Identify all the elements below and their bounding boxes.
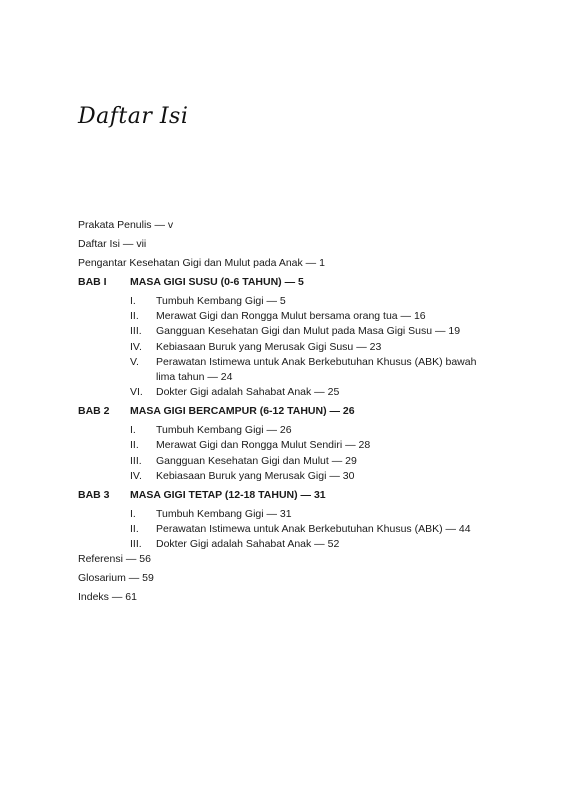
page-title: Daftar Isi — [78, 104, 189, 129]
section-number: I. — [130, 295, 136, 307]
section-title: Dokter Gigi adalah Sahabat Anak — 52 — [156, 538, 340, 550]
chapter-number: BAB 3 — [78, 489, 110, 501]
section-number: II. — [130, 439, 139, 451]
section-title-continued: lima tahun — 24 — [156, 371, 233, 383]
section-title: Dokter Gigi adalah Sahabat Anak — 25 — [156, 386, 340, 398]
section-number: IV. — [130, 470, 142, 482]
toc-entry-prakata[interactable]: Prakata Penulis — v — [78, 219, 174, 231]
chapter-number: BAB 2 — [78, 405, 110, 417]
section-number: II. — [130, 310, 139, 322]
chapter-number: BAB I — [78, 276, 107, 288]
toc-entry-glosarium[interactable]: Glosarium — 59 — [78, 572, 154, 584]
section-number: I. — [130, 508, 136, 520]
toc-entry-pengantar[interactable]: Pengantar Kesehatan Gigi dan Mulut pada Anak — 1 — [78, 257, 325, 269]
section-number: III. — [130, 538, 142, 550]
chapter-title: MASA GIGI BERCAMPUR (6-12 TAHUN) — 26 — [130, 405, 355, 417]
toc-entry-daftar-isi[interactable]: Daftar Isi — vii — [78, 238, 147, 250]
toc-entry-referensi[interactable]: Referensi — 56 — [78, 553, 151, 565]
section-number: I. — [130, 424, 136, 436]
section-number: VI. — [130, 386, 143, 398]
section-title: Tumbuh Kembang Gigi — 26 — [156, 424, 292, 436]
section-title: Merawat Gigi dan Rongga Mulut bersama orang tua — 16 — [156, 310, 426, 322]
section-title: Perawatan Istimewa untuk Anak Berkebutuhan Khusus (ABK) bawah — [156, 356, 477, 368]
section-title: Kebiasaan Buruk yang Merusak Gigi Susu — 23 — [156, 341, 382, 353]
section-title: Tumbuh Kembang Gigi — 31 — [156, 508, 292, 520]
section-number: III. — [130, 325, 142, 337]
section-number: II. — [130, 523, 139, 535]
section-title: Gangguan Kesehatan Gigi dan Mulut — 29 — [156, 455, 357, 467]
section-number: V. — [130, 356, 139, 368]
section-title: Perawatan Istimewa untuk Anak Berkebutuhan Khusus (ABK) — 44 — [156, 523, 471, 535]
section-title: Kebiasaan Buruk yang Merusak Gigi — 30 — [156, 470, 355, 482]
chapter-title: MASA GIGI SUSU (0-6 TAHUN) — 5 — [130, 276, 304, 288]
toc-entry-indeks[interactable]: Indeks — 61 — [78, 591, 137, 603]
chapter-title: MASA GIGI TETAP (12-18 TAHUN) — 31 — [130, 489, 326, 501]
section-title: Merawat Gigi dan Rongga Mulut Sendiri — 28 — [156, 439, 371, 451]
section-number: III. — [130, 455, 142, 467]
section-number: IV. — [130, 341, 142, 353]
section-title: Gangguan Kesehatan Gigi dan Mulut pada Masa Gigi Susu — 19 — [156, 325, 461, 337]
section-title: Tumbuh Kembang Gigi — 5 — [156, 295, 286, 307]
